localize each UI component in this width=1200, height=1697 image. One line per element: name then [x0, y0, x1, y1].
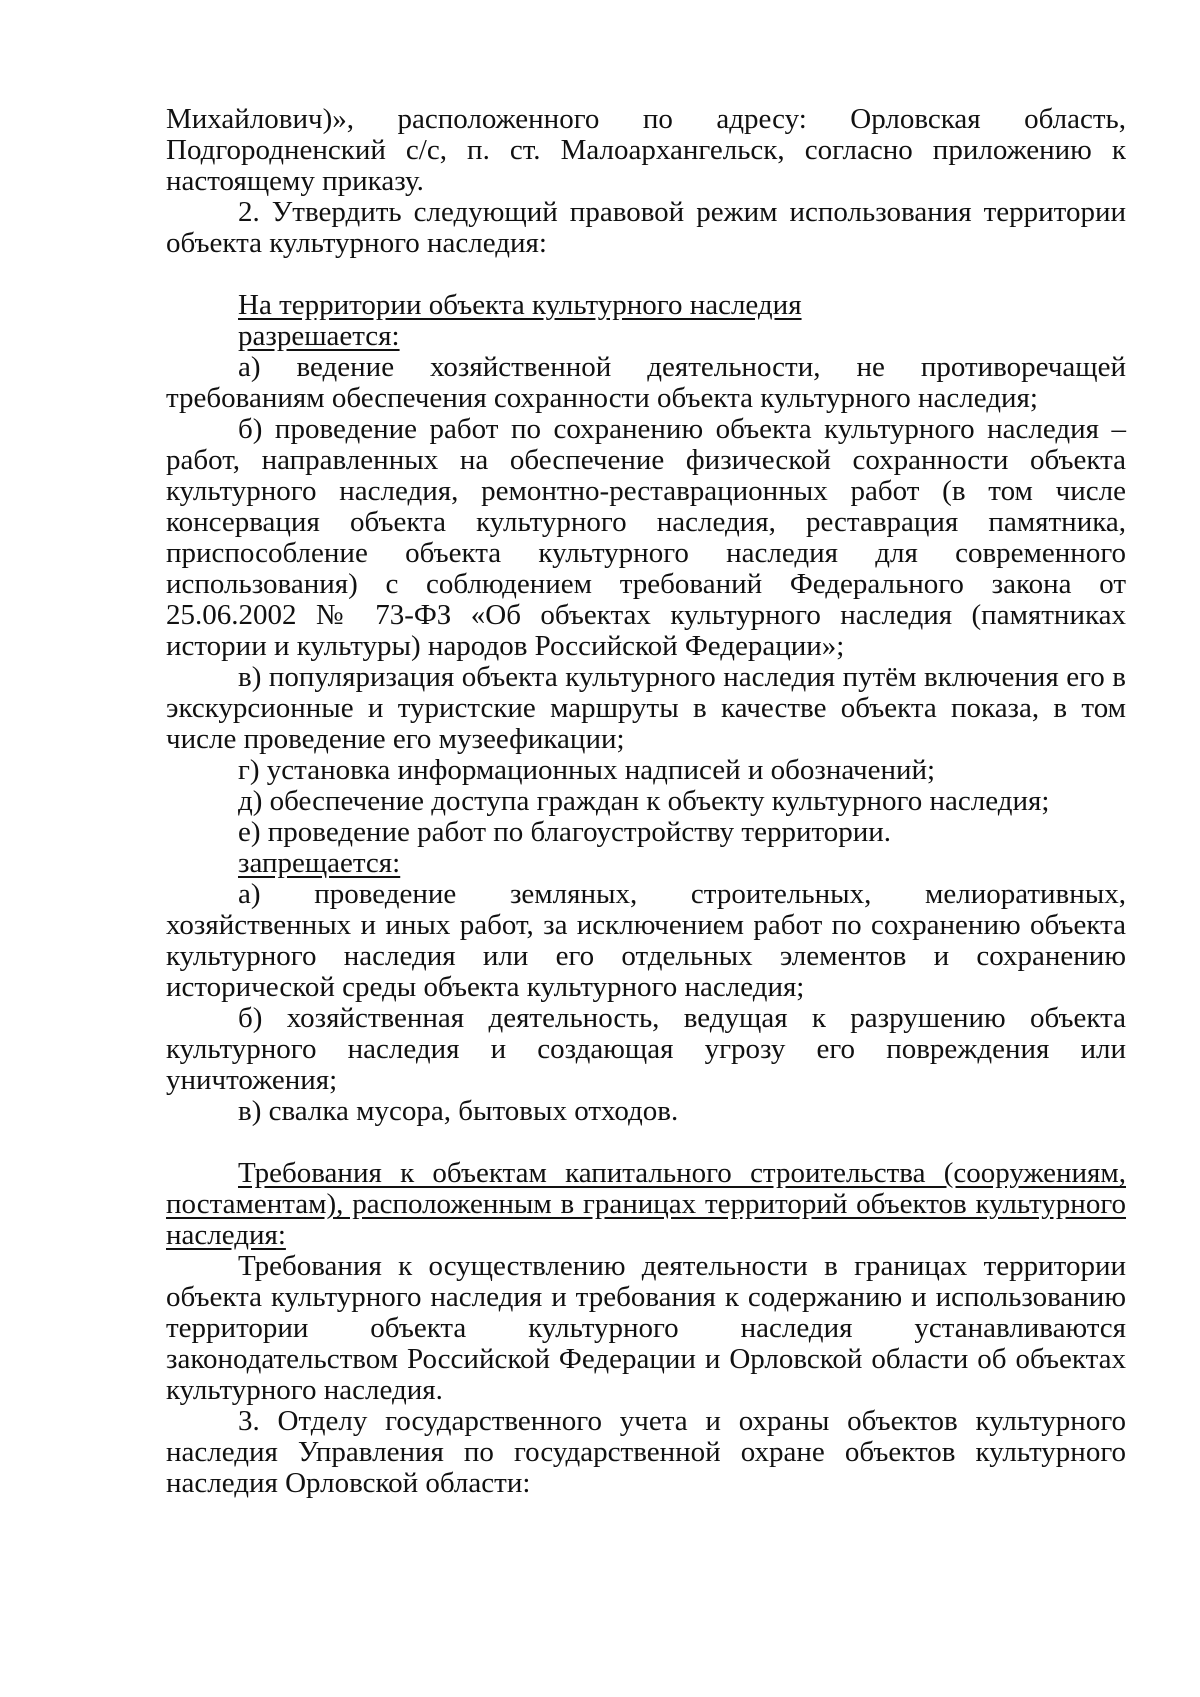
requirements-heading: Требования к объектам капитального строительства (сооружениям, постаментам), расположенным в границах территорий объектов культурного наследия: [166, 1157, 1126, 1251]
requirements-paragraph: Требования к осуществлению деятельности в границах территории объекта культурного наследия и требования к содержанию и использованию территории объекта культурного наследия устанавливаются законодательством Российской Федерации и Орловской области об объектах культурного наследия. [166, 1250, 1126, 1406]
allowed-item-g: г) установка информационных надписей и обозначений; [238, 754, 936, 786]
allowed-item-b: б) проведение работ по сохранению объекта культурного наследия – работ, направленных на обеспечение физической сохранности объекта культурного наследия, ремонтно-реставрационных работ (в том числе консервация объекта культурного наследия, реставрация памятника, приспособление объекта культурного наследия для современного использования) с соблюдением требований Федерального закона от 25.06.2002 № 73-ФЗ «Об объектах культурного наследия (памятниках истории и культуры) народов Российской Федерации»; [166, 413, 1126, 662]
allowed-item-d: д) обеспечение доступа граждан к объекту культурного наследия; [238, 785, 1050, 817]
territory-heading: На территории объекта культурного наследия [238, 289, 802, 321]
forbidden-item-b: б) хозяйственная деятельность, ведущая к разрушению объекта культурного наследия и создающая угрозу его повреждения или уничтожения; [166, 1002, 1126, 1096]
forbidden-heading: запрещается: [238, 847, 401, 879]
allowed-item-a: а) ведение хозяйственной деятельности, не противоречащей требованиям обеспечения сохранности объекта культурного наследия; [166, 351, 1126, 414]
forbidden-item-a: а) проведение земляных, строительных, мелиоративных, хозяйственных и иных работ, за исключением работ по сохранению объекта культурного наследия или его отдельных элементов и сохранению исторической среды объекта культурного наследия; [166, 878, 1126, 1003]
spacer [166, 259, 1126, 290]
item-3-paragraph: 3. Отделу государственного учета и охраны объектов культурного наследия Управления по государственной охране объектов культурного наследия Орловской области: [166, 1405, 1126, 1499]
spacer [166, 1127, 1126, 1158]
allowed-heading: разрешается: [238, 320, 400, 352]
allowed-item-v: в) популяризация объекта культурного наследия путём включения его в экскурсионные и туристские маршруты в качестве объекта показа, в том числе проведение его музеефикации; [166, 661, 1126, 755]
allowed-item-e: е) проведение работ по благоустройству территории. [238, 816, 892, 848]
document-body [166, 104, 1126, 1499]
intro-paragraph: Михайлович)», расположенного по адресу: Орловская область, Подгородненский с/с, п. ст. Малоархангельск, согласно приложению к настоящему приказу. [166, 103, 1126, 197]
forbidden-item-v: в) свалка мусора, бытовых отходов. [238, 1095, 679, 1127]
item-2-paragraph: 2. Утвердить следующий правовой режим использования территории объекта культурного наследия: [166, 196, 1126, 259]
